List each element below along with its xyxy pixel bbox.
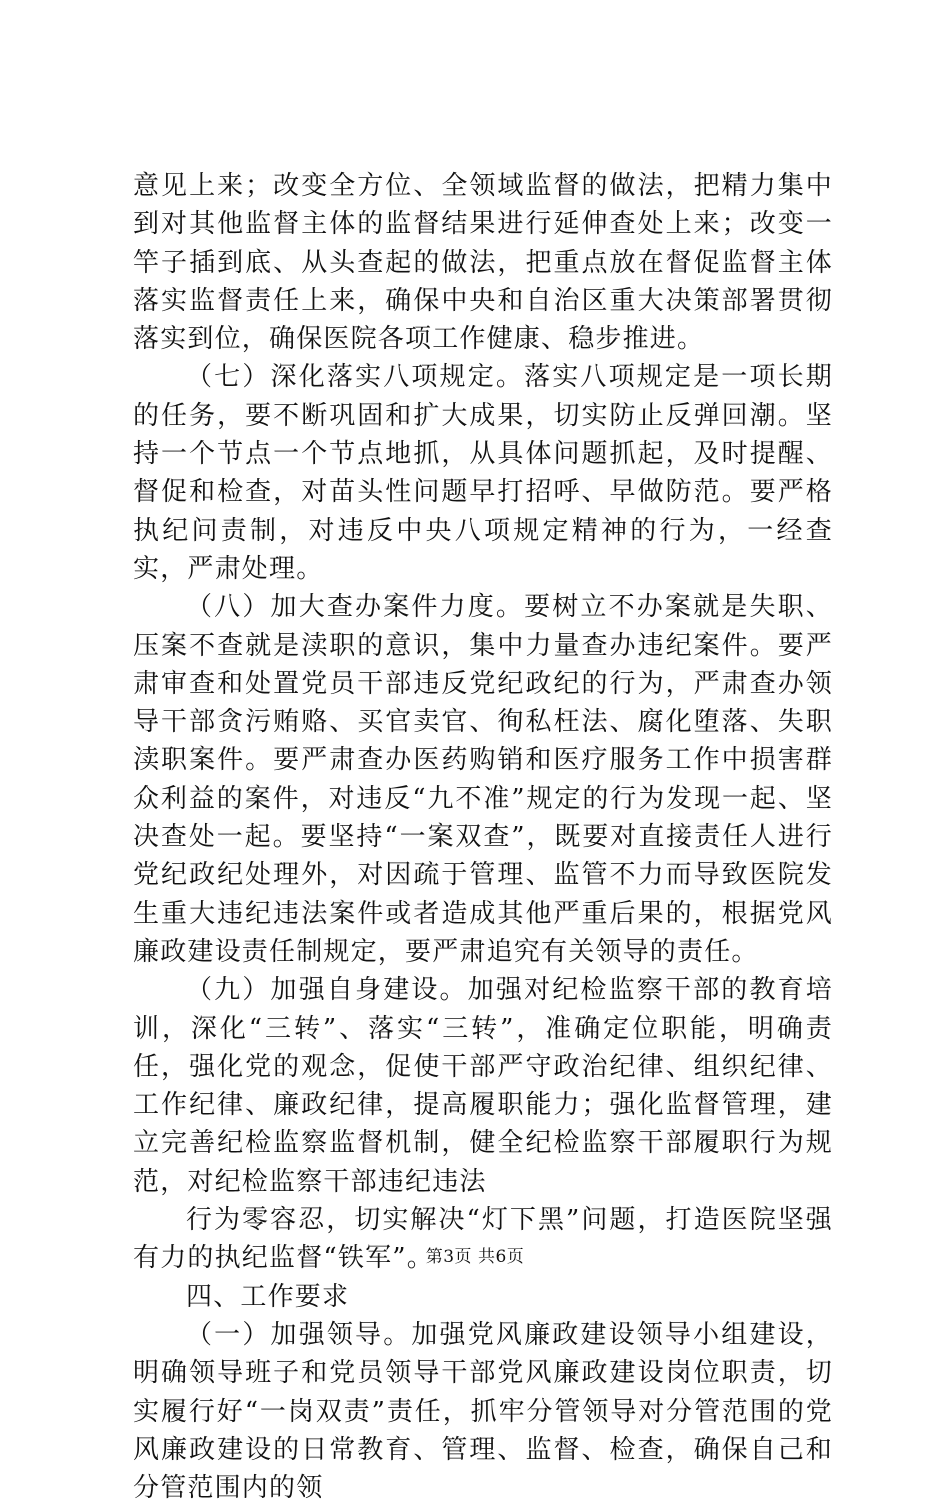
paragraph-5: 行为零容忍，切实解决“灯下黑”问题，打造医院坚强有力的执纪监督“铁军”。 [133,1205,833,1274]
page-footer [0,1242,950,1267]
document-body [133,167,833,1507]
paragraph-1: 意见上来；改变全方位、全领域监督的做法，把精力集中到对其他监督主体的监督结果进行延伸查处上来；改变一竿子插到底、从头查起的做法，把重点放在督促监督主体落实监督责任上来，确保中央和自治区重大决策部署贯彻落实到位，确保医院各项工作健康、稳步推进。 [133,171,833,355]
paragraph-4: （九）加强自身建设。加强对纪检监察干部的教育培训，深化“三转”、落实“三转”，准确定位职能，明确责任，强化党的观念，促使干部严守政治纪律、组织纪律、工作纪律、廉政纪律，提高履职能力；强化监督管理，建立完善纪检监察监督机制，健全纪检监察干部履职行为规范，对纪检监察干部违纪违法 [133,975,833,1197]
paragraph-3: （八）加大查办案件力度。要树立不办案就是失职、压案不查就是渎职的意识，集中力量查办违纪案件。要严肃审查和处置党员干部违反党纪政纪的行为，严肃查办领导干部贪污贿赂、买官卖官、徇私枉法、腐化堕落、失职渎职案件。要严肃查办医药购销和医疗服务工作中损害群众利益的案件，对违反“九不准”规定的行为发现一起、坚决查处一起。要坚持“一案双查”，既要对直接责任人进行党纪政纪处理外，对因疏于管理、监管不力而导致医院发生重大违纪违法案件或者造成其他严重后果的，根据党风廉政建设责任制规定，要严肃追究有关领导的责任。 [133,592,833,967]
section-heading: 四、工作要求 [186,1281,350,1312]
page-total: 共6页 [477,1247,525,1267]
paragraph-2: （七）深化落实八项规定。落实八项规定是一项长期的任务，要不断巩固和扩大成果，切实防止反弹回潮。坚持一个节点一个节点地抓，从具体问题抓起，及时提醒、督促和检查，对苗头性问题早打招呼、早做防范。要严格执纪问责制，对违反中央八项规定精神的行为，一经查实，严肃处理。 [133,362,833,584]
page-number: 第3页 [425,1247,473,1267]
paragraph-6: （一）加强领导。加强党风廉政建设领导小组建设，明确领导班子和党员领导干部党风廉政建设岗位职责，切实履行好“一岗双责”责任，抓牢分管领导对分管范围的党风廉政建设的日常教育、管理、监督、检查，确保自己和分管范围内的领 [133,1319,833,1504]
